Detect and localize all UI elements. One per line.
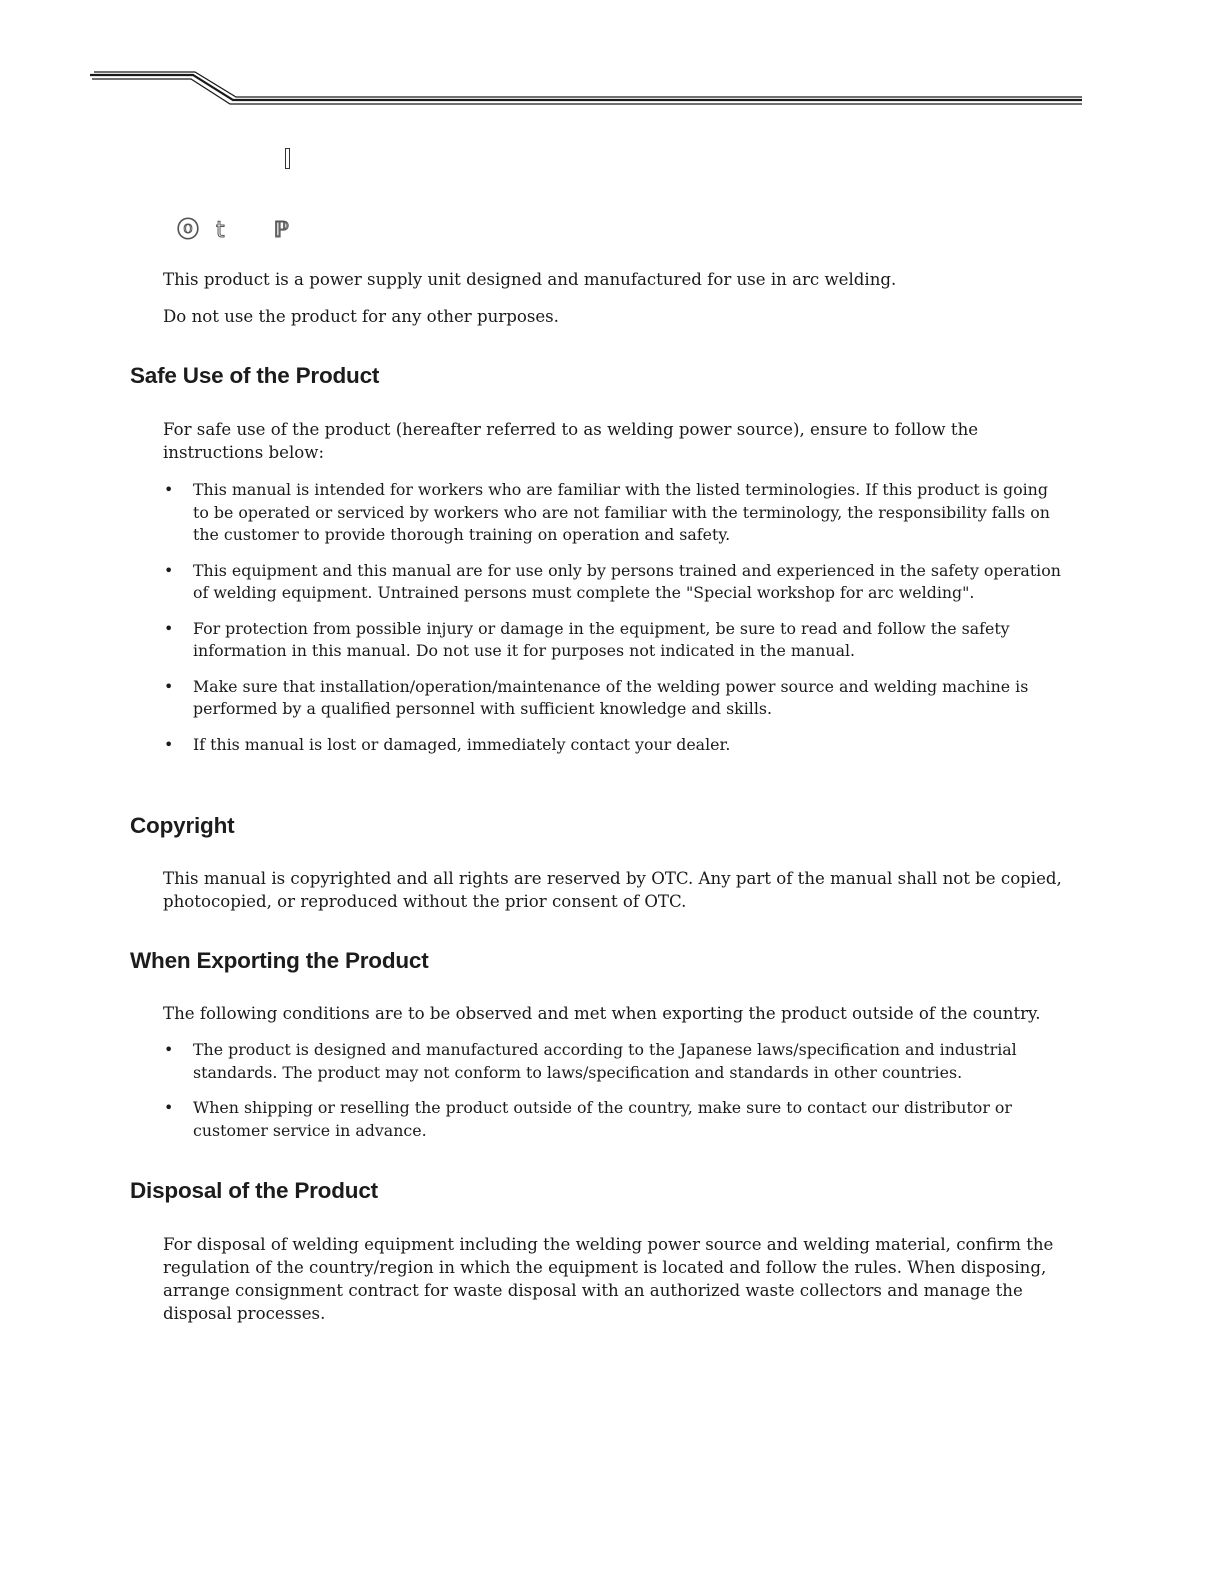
section-intro: The following conditions are to be observed and met when exporting the product outside of the country. (163, 1004, 1041, 1023)
list-item (163, 676, 1063, 721)
bullet-icon: • (164, 618, 174, 638)
section-paragraph: This manual is copyrighted and all rights are reserved by OTC. Any part of the manual shall not be copied, photocopied, or reproduced without the prior consent of OTC. (163, 869, 1062, 911)
bullet-icon: • (164, 480, 174, 499)
list-item-text: This equipment and this manual are for use only by persons trained and experienced in the safety operation of welding equipment. Untrained persons must complete the "Special workshop for arc welding". (193, 560, 1061, 602)
list-item-text: Make sure that installation/operation/maintenance of the welding power source and welding machine is performed by a qualified personnel with sufficient knowledge and skills. (193, 676, 1029, 718)
list-item-text: If this manual is lost or damaged, immediately contact your dealer. (193, 734, 731, 754)
section-heading-copyright: Copyright (130, 813, 235, 838)
section-body-safe-use (163, 418, 1063, 769)
bullet-list (163, 1039, 1063, 1142)
list-item-text: The product is designed and manufactured according to the Japanese laws/specification and industrial standards. The product may not conform to laws/specification and standards in other countries. (193, 1040, 1017, 1082)
intro-paragraph: This product is a power supply unit designed and manufactured for use in arc welding. (163, 270, 897, 289)
section-intro: For safe use of the product (hereafter referred to as welding power source), ensure to follow the instructions below: (163, 420, 979, 462)
header-rule (0, 0, 1225, 120)
bullet-icon: • (164, 676, 174, 696)
list-item-text: For protection from possible injury or damage in the equipment, be sure to read and follow the safety information in this manual. Do not use it for purposes not indicated in the manual. (193, 618, 1010, 660)
bullet-list (163, 479, 1063, 756)
text-cursor-icon (285, 148, 290, 169)
list-item (163, 1097, 1063, 1142)
bullet-icon: • (164, 560, 174, 580)
section-body-exporting (163, 1002, 1063, 1155)
section-body-disposal (163, 1233, 1063, 1325)
bullet-icon: • (164, 1040, 174, 1059)
list-item (163, 1039, 1063, 1084)
section-heading-disposal: Disposal of the Product (130, 1178, 378, 1203)
bullet-icon: • (164, 734, 174, 754)
chapter-title-garbled: ⓞ t ℙ (177, 218, 290, 243)
bullet-icon: • (164, 1098, 174, 1117)
list-item (163, 734, 1063, 757)
list-item (163, 560, 1063, 605)
list-item-text: When shipping or reselling the product outside of the country, make sure to contact our distributor or customer service in advance. (193, 1098, 1012, 1140)
list-item-text: This manual is intended for workers who are familiar with the listed terminologies. If this product is going to be operated or serviced by workers who are not familiar with the terminology, the responsibility falls on the customer to provide thorough training on operation and safety. (193, 480, 1050, 544)
intro-block (163, 268, 1063, 342)
section-heading-exporting: When Exporting the Product (130, 948, 429, 973)
section-body-copyright (163, 867, 1063, 913)
list-item (163, 479, 1063, 547)
section-paragraph: For disposal of welding equipment including the welding power source and welding material, confirm the regulation of the country/region in which the equipment is located and follow the rules. When disposing, arrange consignment contract for waste disposal with an authorized waste collectors and manage the disposal processes. (163, 1235, 1054, 1323)
intro-paragraph: Do not use the product for any other purposes. (163, 307, 559, 326)
section-heading-safe-use: Safe Use of the Product (130, 363, 380, 388)
list-item (163, 618, 1063, 663)
